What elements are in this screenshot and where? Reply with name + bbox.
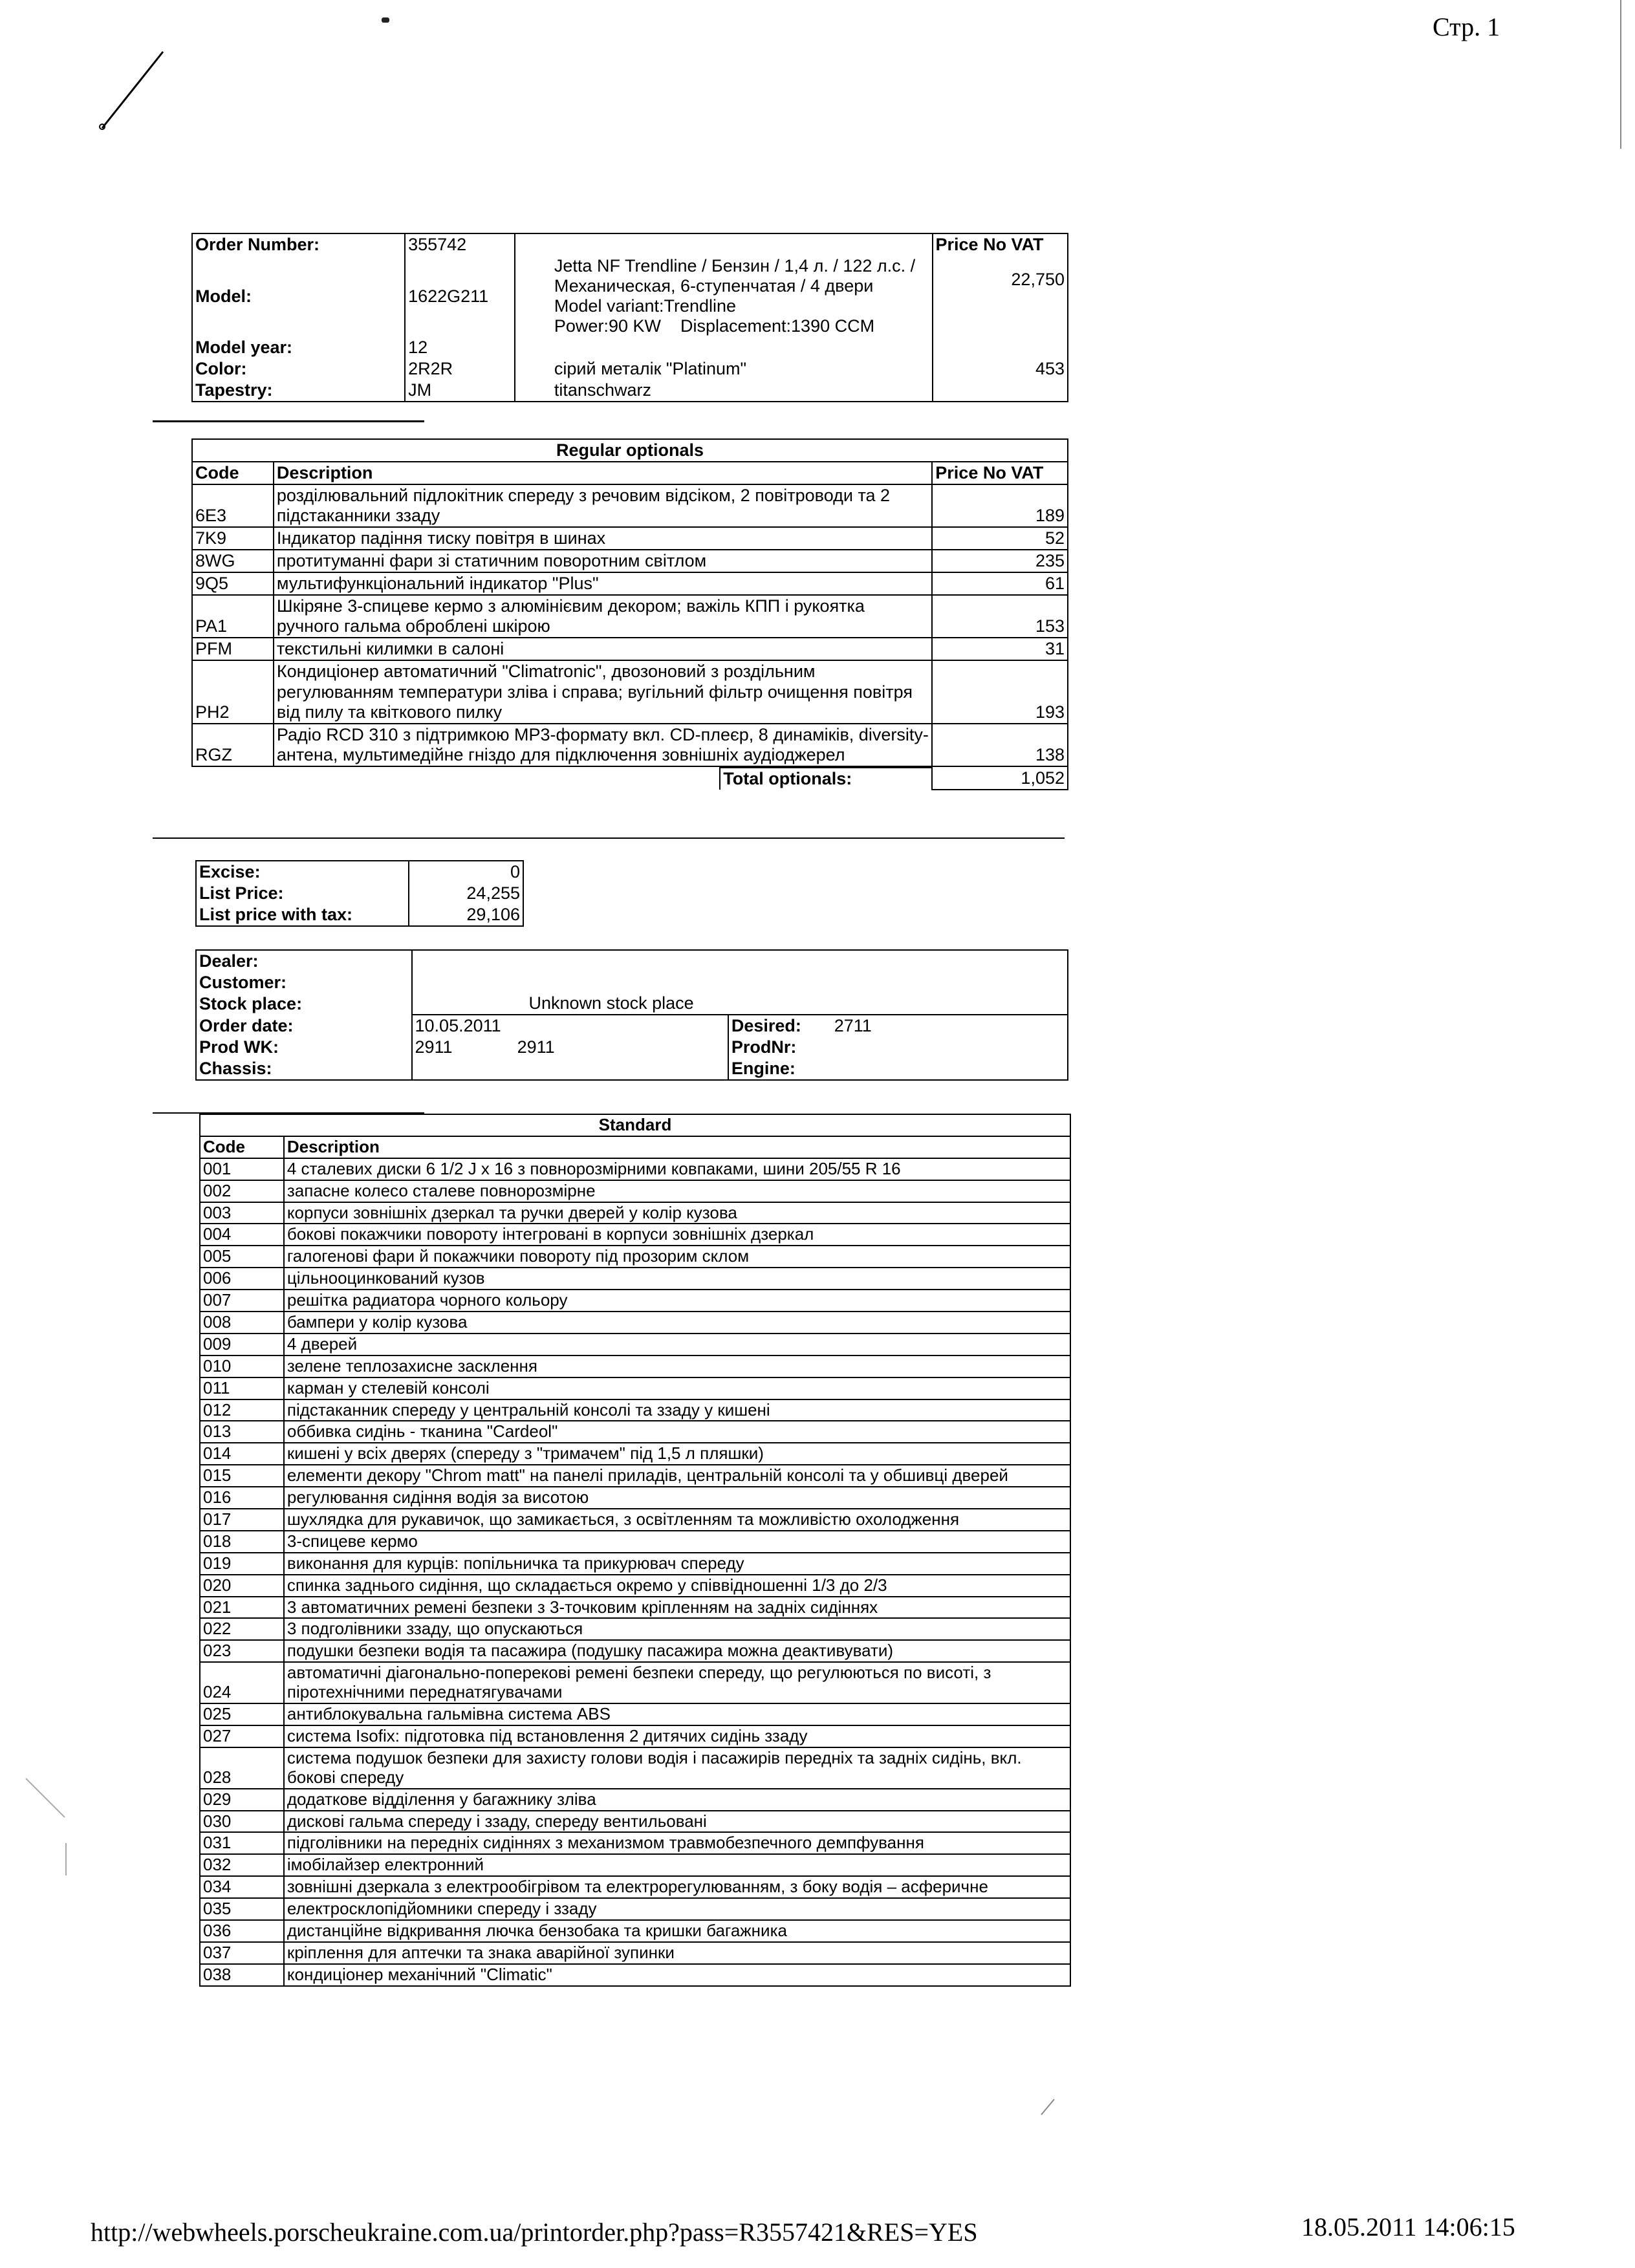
- model-year-value: 12: [405, 337, 515, 358]
- standard-code-cell: 022: [200, 1618, 284, 1640]
- standard-code-cell: 004: [200, 1224, 284, 1246]
- regular-description-cell: розділювальний підлокітник спереду з речовим відсіком, 2 повітроводи та 2 підстаканники ззаду: [274, 484, 932, 527]
- standard-description-cell: 4 дверей: [284, 1334, 1070, 1355]
- regular-optional-row: [192, 595, 1068, 638]
- standard-code-cell: 013: [200, 1421, 284, 1443]
- desired-value: 2711: [832, 1015, 1068, 1037]
- standard-equipment-table: [199, 1114, 1071, 1987]
- standard-code-cell: 007: [200, 1290, 284, 1312]
- standard-row: [200, 1575, 1070, 1597]
- regular-optional-row: [192, 572, 1068, 595]
- regular-price-cell: 235: [932, 550, 1068, 572]
- standard-description-cell: подушки безпеки водія та пасажира (подушку пасажира можна деактивувати): [284, 1640, 1070, 1662]
- regular-code-cell: 9Q5: [192, 572, 274, 595]
- standard-code-cell: 014: [200, 1443, 284, 1465]
- regular-price-cell: 193: [932, 660, 1068, 723]
- page-number: Стр. 1: [1433, 12, 1500, 41]
- standard-code-cell: 018: [200, 1531, 284, 1553]
- standard-description-cell: дискові гальма спереду і ззаду, спереду вентильовані: [284, 1811, 1070, 1833]
- standard-description-cell: імобілайзер електронний: [284, 1854, 1070, 1876]
- regular-optional-row: [192, 484, 1068, 527]
- standard-row: [200, 1553, 1070, 1575]
- standard-row: [200, 1180, 1070, 1202]
- excise-value: 0: [409, 861, 523, 883]
- regular-code-cell: PA1: [192, 595, 274, 638]
- standard-row: [200, 1158, 1070, 1180]
- regular-price-header: Price No VAT: [932, 462, 1068, 484]
- standard-row: [200, 1377, 1070, 1399]
- regular-code-cell: PH2: [192, 660, 274, 723]
- stock-place-label: Stock place:: [196, 993, 412, 1015]
- standard-description-header: Description: [284, 1136, 1070, 1158]
- standard-code-cell: 006: [200, 1268, 284, 1290]
- model-code: 1622G211: [405, 255, 515, 337]
- standard-description-cell: спинка заднього сидіння, що складається окремо у співвідношенні 1/3 до 2/3: [284, 1575, 1070, 1597]
- regular-optionals-title: Regular optionals: [192, 439, 1068, 462]
- standard-code-cell: 035: [200, 1898, 284, 1920]
- color-code: 2R2R: [405, 358, 515, 380]
- dealer-label: Dealer:: [196, 950, 412, 972]
- model-price: 22,750: [933, 255, 1068, 337]
- standard-row: [200, 1290, 1070, 1312]
- price-summary-table: [195, 860, 524, 927]
- standard-description-cell: кріплення для аптечки та знака аварійної зупинки: [284, 1942, 1070, 1964]
- standard-description-cell: бампери у колір кузова: [284, 1312, 1070, 1334]
- standard-row: [200, 1224, 1070, 1246]
- standard-description-cell: підголівники на передніх сидіннях з механизмом травмобезпечного демпфування: [284, 1832, 1070, 1854]
- standard-description-cell: електросклопідйомники спереду і ззаду: [284, 1898, 1070, 1920]
- standard-row: [200, 1618, 1070, 1640]
- regular-optional-row: [192, 638, 1068, 660]
- regular-price-cell: 31: [932, 638, 1068, 660]
- regular-description-cell: мультифункціональний індикатор "Plus": [274, 572, 932, 595]
- standard-description-cell: дистанційне відкривання лючка бензобака та кришки багажника: [284, 1920, 1070, 1942]
- color-description: сірий металік "Platinum": [515, 358, 933, 380]
- standard-code-cell: 010: [200, 1355, 284, 1377]
- desired-label: Desired:: [728, 1015, 832, 1037]
- order-date-value: 10.05.2011: [412, 1015, 728, 1037]
- standard-row: [200, 1312, 1070, 1334]
- total-optionals-label: Total optionals:: [719, 767, 931, 790]
- standard-description-cell: решітка радиатора чорного кольору: [284, 1290, 1070, 1312]
- standard-description-cell: зелене теплозахисне засклення: [284, 1355, 1070, 1377]
- standard-row: [200, 1334, 1070, 1355]
- standard-row: [200, 1789, 1070, 1811]
- list-price-tax-label: List price with tax:: [196, 904, 409, 926]
- regular-description-cell: Шкіряне 3-спицеве кермо з алюмінієвим декором; важіль КПП і рукоятка ручного гальма оброблені шкірою: [274, 595, 932, 638]
- regular-optional-row: [192, 724, 1068, 766]
- regular-optional-row: [192, 660, 1068, 723]
- standard-code-cell: 016: [200, 1487, 284, 1509]
- dealer-info-table: [195, 949, 1068, 1081]
- standard-row: [200, 1725, 1070, 1747]
- regular-description-cell: Радіо RCD 310 з підтримкою MP3-формату вкл. CD-плеєр, 8 динаміків, diversity-антена, мультимедійне гніздо для підключення зовнішніх аудіоджерел: [274, 724, 932, 766]
- standard-row: [200, 1202, 1070, 1224]
- standard-row: [200, 1942, 1070, 1964]
- standard-row: [200, 1487, 1070, 1509]
- standard-row: [200, 1443, 1070, 1465]
- standard-description-cell: виконання для курців: попільничка та прикурювач спереду: [284, 1553, 1070, 1575]
- regular-description-header: Description: [274, 462, 932, 484]
- standard-title: Standard: [200, 1114, 1070, 1136]
- standard-code-cell: 019: [200, 1553, 284, 1575]
- standard-row: [200, 1531, 1070, 1553]
- footer-url: http://webwheels.porscheukraine.com.ua/printorder.php?pass=R3557421&RES=YES: [91, 2218, 978, 2247]
- total-optionals-value: 1,052: [932, 766, 1068, 790]
- standard-code-cell: 028: [200, 1747, 284, 1789]
- standard-code-cell: 017: [200, 1509, 284, 1531]
- regular-price-cell: 52: [932, 527, 1068, 550]
- model-desc-line: Механическая, 6-ступенчатая / 4 двери: [554, 276, 874, 296]
- standard-row: [200, 1811, 1070, 1833]
- standard-code-cell: 008: [200, 1312, 284, 1334]
- customer-label: Customer:: [196, 972, 412, 993]
- standard-code-cell: 037: [200, 1942, 284, 1964]
- standard-code-header: Code: [200, 1136, 284, 1158]
- regular-code-cell: 7K9: [192, 527, 274, 550]
- regular-code-cell: 8WG: [192, 550, 274, 572]
- standard-code-cell: 034: [200, 1876, 284, 1898]
- standard-row: [200, 1832, 1070, 1854]
- standard-code-cell: 029: [200, 1789, 284, 1811]
- standard-row: [200, 1898, 1070, 1920]
- standard-description-cell: система подушок безпеки для захисту голови водія і пасажирів передніх та задніх сидінь, вкл. бокові спереду: [284, 1747, 1070, 1789]
- regular-code-cell: PFM: [192, 638, 274, 660]
- standard-description-cell: оббивка сидінь - тканина "Cardeol": [284, 1421, 1070, 1443]
- list-price-tax-value: 29,106: [409, 904, 523, 926]
- standard-description-cell: антиблокувальна гальмівна система ABS: [284, 1703, 1070, 1725]
- model-desc-line: Model variant:Trendline: [554, 296, 737, 316]
- standard-code-cell: 025: [200, 1703, 284, 1725]
- standard-row: [200, 1747, 1070, 1789]
- regular-price-cell: 61: [932, 572, 1068, 595]
- regular-description-cell: протитуманні фари зі статичним поворотним світлом: [274, 550, 932, 572]
- regular-description-cell: Кондиціонер автоматичний "Climatronic", двозоновий з роздільним регулюванням температури зліва і справа; вугільний фільтр очищення повітря від пилу та квіткового пилку: [274, 660, 932, 723]
- standard-description-cell: 3 подголівники ззаду, що опускаються: [284, 1618, 1070, 1640]
- model-desc-line: Jetta NF Trendline / Бензин / 1,4 л. / 122 л.с. /: [554, 256, 916, 276]
- prodnr-label: ProdNr:: [728, 1037, 832, 1058]
- prod-wk-label: Prod WK:: [196, 1037, 412, 1058]
- regular-description-cell: текстильні килимки в салоні: [274, 638, 932, 660]
- standard-code-cell: 036: [200, 1920, 284, 1942]
- list-price-label: List Price:: [196, 883, 409, 904]
- standard-row: [200, 1246, 1070, 1268]
- tapestry-label: Tapestry:: [192, 380, 405, 402]
- standard-row: [200, 1640, 1070, 1662]
- standard-description-cell: бокові покажчики повороту інтегровані в корпуси зовнішніх дзеркал: [284, 1224, 1070, 1246]
- excise-label: Excise:: [196, 861, 409, 883]
- regular-code-header: Code: [192, 462, 274, 484]
- standard-row: [200, 1597, 1070, 1619]
- pen-stroke-mark: [91, 45, 188, 136]
- regular-code-cell: 6E3: [192, 484, 274, 527]
- order-header-table: [191, 233, 1068, 402]
- standard-description-cell: кишені у всіх дверях (спереду з "тримачем" під 1,5 л пляшки): [284, 1443, 1070, 1465]
- standard-row: [200, 1662, 1070, 1703]
- standard-code-cell: 011: [200, 1377, 284, 1399]
- stock-place-value: Unknown stock place: [412, 950, 1068, 1015]
- standard-row: [200, 1399, 1070, 1421]
- ink-dot: [382, 17, 389, 23]
- model-label: Model:: [192, 255, 405, 337]
- standard-row: [200, 1920, 1070, 1942]
- standard-description-cell: корпуси зовнішніх дзеркал та ручки дверей у колір кузова: [284, 1202, 1070, 1224]
- standard-code-cell: 030: [200, 1811, 284, 1833]
- standard-code-cell: 027: [200, 1725, 284, 1747]
- scan-edge-line: [1620, 0, 1621, 149]
- regular-price-cell: 153: [932, 595, 1068, 638]
- standard-code-cell: 015: [200, 1465, 284, 1487]
- standard-description-cell: запасне колесо сталеве повнорозмірне: [284, 1180, 1070, 1202]
- price-no-vat-header: Price No VAT: [933, 233, 1068, 255]
- model-description: [515, 255, 933, 337]
- list-price-value: 24,255: [409, 883, 523, 904]
- order-number-value: 355742: [405, 233, 515, 255]
- standard-description-cell: шухлядка для рукавичок, що замикається, з освітленням та можливістю охолодження: [284, 1509, 1070, 1531]
- regular-optional-row: [192, 527, 1068, 550]
- standard-description-cell: галогенові фари й покажчики повороту під прозорим склом: [284, 1246, 1070, 1268]
- standard-code-cell: 021: [200, 1597, 284, 1619]
- standard-code-cell: 020: [200, 1575, 284, 1597]
- standard-code-cell: 005: [200, 1246, 284, 1268]
- standard-row: [200, 1876, 1070, 1898]
- tapestry-description: titanschwarz: [515, 380, 933, 402]
- standard-row: [200, 1465, 1070, 1487]
- standard-code-cell: 024: [200, 1662, 284, 1703]
- order-number-label: Order Number:: [192, 233, 405, 255]
- scan-edge-marks: [19, 1772, 71, 1901]
- regular-code-cell: RGZ: [192, 724, 274, 766]
- standard-code-cell: 038: [200, 1964, 284, 1986]
- model-year-label: Model year:: [192, 337, 405, 358]
- engine-label: Engine:: [728, 1058, 832, 1080]
- regular-price-cell: 189: [932, 484, 1068, 527]
- pencil-tick-mark: [1035, 2095, 1061, 2121]
- color-label: Color:: [192, 358, 405, 380]
- standard-description-cell: 3 автоматичних ремені безпеки з 3-точковим кріпленням на задніх сидіннях: [284, 1597, 1070, 1619]
- standard-description-cell: зовнішні дзеркала з електрообігрівом та електрорегулюванням, з боку водія – асферичне: [284, 1876, 1070, 1898]
- standard-row: [200, 1421, 1070, 1443]
- footer-datetime: 18.05.2011 14:06:15: [1301, 2212, 1515, 2241]
- header-underline: [153, 420, 424, 422]
- prod-wk-value-a: 2911: [415, 1037, 453, 1057]
- tapestry-code: JM: [405, 380, 515, 402]
- standard-code-cell: 009: [200, 1334, 284, 1355]
- order-date-label: Order date:: [196, 1015, 412, 1037]
- standard-description-cell: 3-спицеве кермо: [284, 1531, 1070, 1553]
- standard-description-cell: карман у стелевій консолі: [284, 1377, 1070, 1399]
- regular-underline: [153, 837, 1065, 839]
- standard-description-cell: додаткове відділення у багажнику зліва: [284, 1789, 1070, 1811]
- standard-description-cell: автоматичні діагонально-поперекові ремені безпеки спереду, що регулюються по висоті, з піротехнічними переднатягувачами: [284, 1662, 1070, 1703]
- standard-code-cell: 003: [200, 1202, 284, 1224]
- prod-wk-value-b: 2911: [517, 1037, 555, 1057]
- standard-description-cell: 4 сталевих диски 6 1/2 J x 16 з повнорозмірними ковпаками, шини 205/55 R 16: [284, 1158, 1070, 1180]
- standard-row: [200, 1703, 1070, 1725]
- standard-description-cell: регулювання сидіння водія за висотою: [284, 1487, 1070, 1509]
- standard-code-cell: 002: [200, 1180, 284, 1202]
- standard-code-cell: 001: [200, 1158, 284, 1180]
- standard-row: [200, 1268, 1070, 1290]
- standard-description-cell: елементи декору "Chrom matt" на панелі приладів, центральній консолі та у обшивці дверей: [284, 1465, 1070, 1487]
- regular-price-cell: 138: [932, 724, 1068, 766]
- standard-row: [200, 1854, 1070, 1876]
- standard-code-cell: 012: [200, 1399, 284, 1421]
- standard-code-cell: 031: [200, 1832, 284, 1854]
- standard-row: [200, 1355, 1070, 1377]
- standard-description-cell: система Isofix: підготовка під встановлення 2 дитячих сидінь ззаду: [284, 1725, 1070, 1747]
- standard-row: [200, 1509, 1070, 1531]
- standard-description-cell: підстаканник спереду у центральній консолі та ззаду у кишені: [284, 1399, 1070, 1421]
- color-price: 453: [933, 358, 1068, 380]
- standard-description-cell: кондиціонер механічний "Climatic": [284, 1964, 1070, 1986]
- model-desc-line: Power:90 KW Displacement:1390 CCM: [554, 316, 875, 336]
- chassis-label: Chassis:: [196, 1058, 412, 1080]
- standard-description-cell: цільнооцинкований кузов: [284, 1268, 1070, 1290]
- regular-description-cell: Індикатор падіння тиску повітря в шинах: [274, 527, 932, 550]
- standard-row: [200, 1964, 1070, 1986]
- standard-code-cell: 032: [200, 1854, 284, 1876]
- regular-optionals-table: [191, 438, 1068, 790]
- regular-optional-row: [192, 550, 1068, 572]
- prod-wk-value: [412, 1037, 728, 1058]
- standard-code-cell: 023: [200, 1640, 284, 1662]
